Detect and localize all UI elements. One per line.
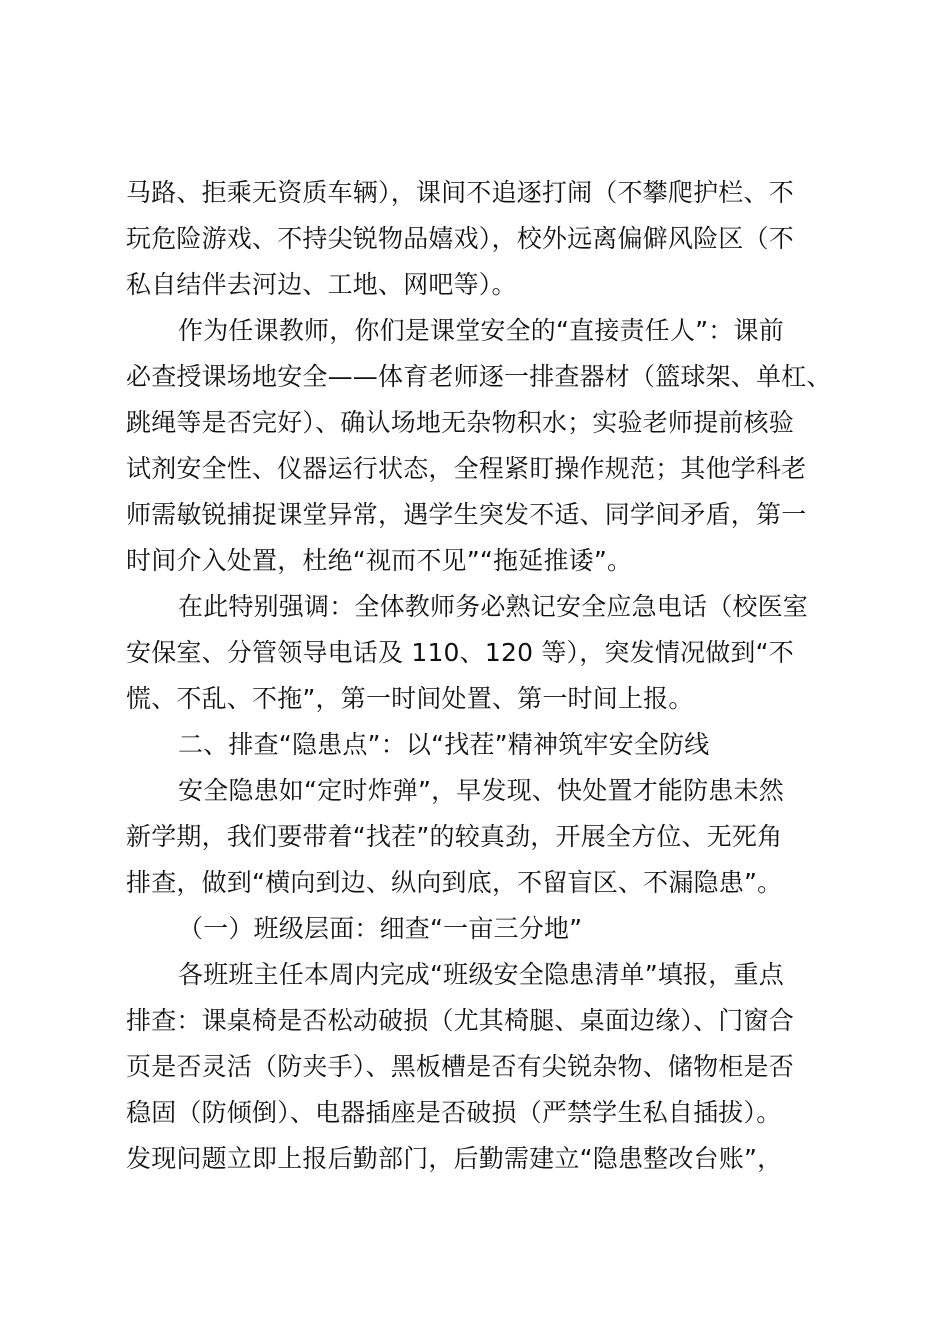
text-line: 玩危险游戏、不持尖锐物品嬉戏），校外远离偏僻风险区（不 bbox=[126, 224, 794, 253]
subsection-heading: （一）班级层面：细查“一亩三分地” bbox=[178, 914, 583, 943]
text-line: 排查，做到“横向到边、纵向到底，不留盲区、不漏隐患”。 bbox=[126, 868, 783, 897]
text-line: 马路、拒乘无资质车辆），课间不追逐打闹（不攀爬护栏、不 bbox=[126, 178, 794, 207]
text-line: 稳固（防倾倒）、电器插座是否破损（严禁学生私自插拔）。 bbox=[126, 1098, 782, 1127]
text-line: 排查：课桌椅是否松动破损（尤其椅腿、桌面边缘）、门窗合 bbox=[126, 1006, 794, 1035]
text-line: 跳绳等是否完好）、确认场地无杂物积水；实验老师提前核验 bbox=[126, 408, 794, 437]
text-line: 必查授课场地安全——体育老师逐一排查器材（篮球架、单杠、 bbox=[126, 362, 832, 391]
document-page bbox=[126, 170, 836, 1182]
text-line: 发现问题立即上报后勤部门，后勤需建立“隐患整改台账”， bbox=[126, 1144, 783, 1173]
paragraph-start-line: 作为任课教师，你们是课堂安全的“直接责任人”：课前 bbox=[178, 316, 784, 345]
paragraph-start-line: 各班班主任本周内完成“班级安全隐患清单”填报，重点 bbox=[178, 960, 784, 989]
text-line: 时间介入处置，杜绝“视而不见”“拖延推诿”。 bbox=[126, 546, 633, 575]
text-line: 试剂安全性、仪器运行状态，全程紧盯操作规范；其他学科老 bbox=[126, 454, 807, 483]
text-line: 页是否灵活（防夹手）、黑板槽是否有尖锐杂物、储物柜是否 bbox=[126, 1052, 794, 1081]
text-line: 安保室、分管领导电话及 110、120 等），突发情况做到“不 bbox=[126, 638, 794, 667]
text-line: 新学期，我们要带着“找茬”的较真劲，开展全方位、无死角 bbox=[126, 822, 783, 851]
text-line: 私自结伴去河边、工地、网吧等）。 bbox=[126, 270, 517, 299]
text-line: 慌、不乱、不拖”，第一时间处置、第一时间上报。 bbox=[126, 684, 694, 713]
paragraph-start-line: 安全隐患如“定时炸弹”，早发现、快处置才能防患未然 bbox=[178, 776, 784, 805]
text-line: 师需敏锐捕捉课堂异常，遇学生突发不适、同学间矛盾，第一 bbox=[126, 500, 807, 529]
paragraph-start-line: 在此特别强调：全体教师务必熟记安全应急电话（校医室 bbox=[178, 592, 809, 621]
section-heading: 二、排查“隐患点”：以“找茬”精神筑牢安全防线 bbox=[178, 730, 710, 759]
